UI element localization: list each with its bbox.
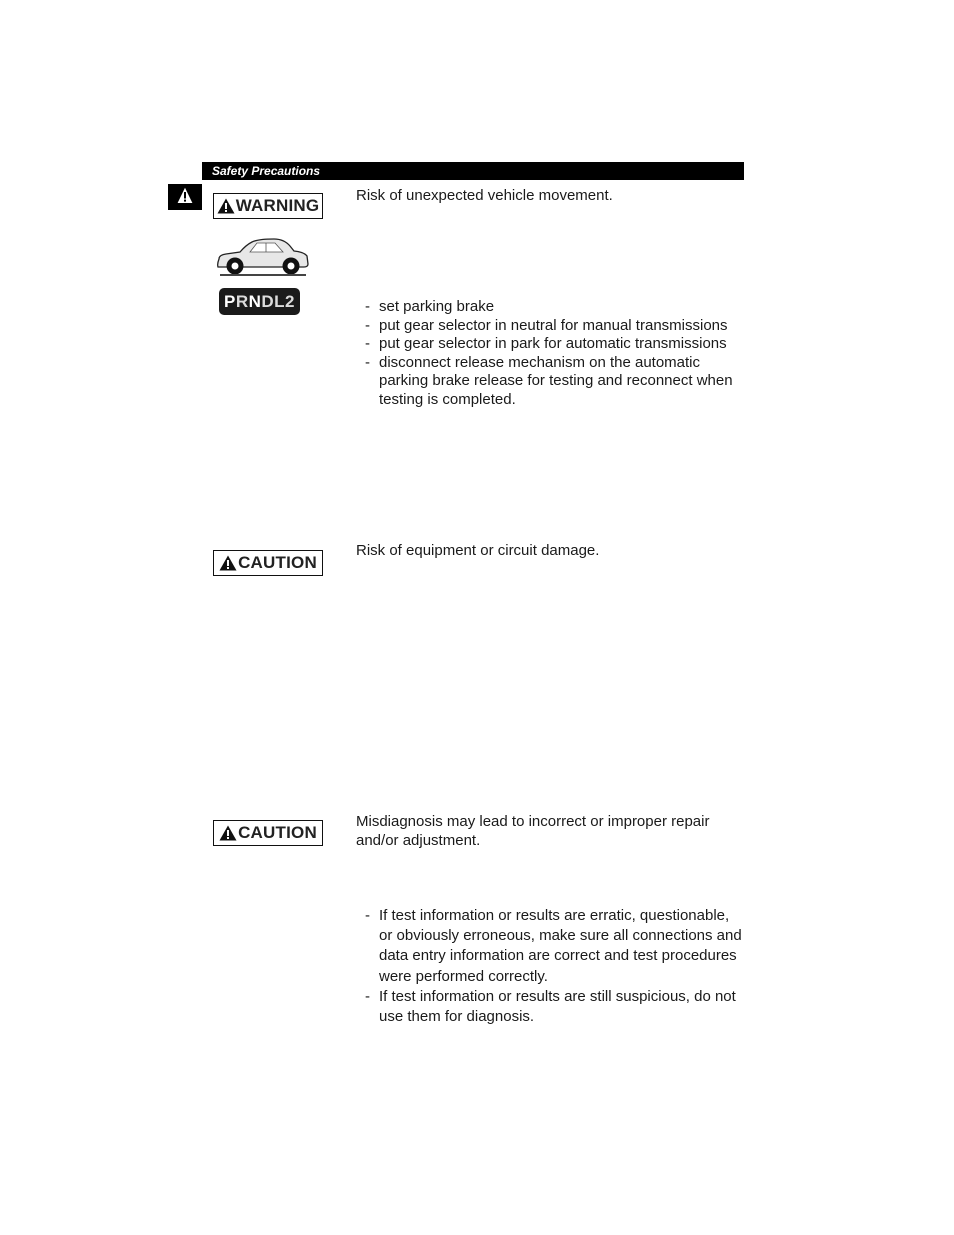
gear-selector-indicator <box>219 288 300 315</box>
caution-bullet-list <box>364 906 746 1027</box>
list-item: - put gear selector in park for automatic transmissions <box>364 335 748 354</box>
gear-letter: R <box>235 291 249 311</box>
section-header-bar <box>202 162 744 180</box>
warning-badge <box>213 193 323 219</box>
caution-badge-label: CAUTION <box>238 553 317 572</box>
caution-risk-text: Risk of equipment or circuit damage. <box>356 542 600 559</box>
side-tab <box>168 184 202 210</box>
list-item: - disconnect release mechanism on the automatic parking brake release for testing and reconnect when testing is completed. <box>364 354 748 410</box>
warning-badge-label: WARNING <box>235 196 320 215</box>
warning-risk-text: Risk of unexpected vehicle movement. <box>356 187 613 204</box>
list-item: - If test information or results are erratic, questionable, or obviously erroneous, make sure all connections and data entry information are correct and test procedures were performed correctly. <box>364 906 746 987</box>
section-title: Safety Precautions <box>212 164 321 178</box>
gear-letter: D <box>261 291 275 311</box>
gear-letter: P <box>223 291 236 311</box>
caution-risk-text: Misdiagnosis may lead to incorrect or improper repair and/or adjustment. <box>356 813 710 849</box>
gear-letter: 2 <box>285 291 296 311</box>
gear-letter: N <box>248 291 262 311</box>
list-item: - put gear selector in neutral for manual transmissions <box>364 317 748 336</box>
car-icon <box>216 238 310 278</box>
warning-triangle-icon <box>177 187 193 204</box>
warning-triangle-icon <box>217 198 235 214</box>
caution-badge <box>213 550 323 576</box>
caution-badge <box>213 820 323 846</box>
gear-letter: L <box>274 291 286 311</box>
caution-badge-label: CAUTION <box>238 823 317 842</box>
warning-triangle-icon <box>219 825 237 841</box>
warning-bullet-list <box>364 298 748 410</box>
list-item: - set parking brake <box>364 298 748 317</box>
list-item: - If test information or results are still suspicious, do not use them for diagnosis. <box>364 987 746 1027</box>
warning-triangle-icon <box>219 555 237 571</box>
